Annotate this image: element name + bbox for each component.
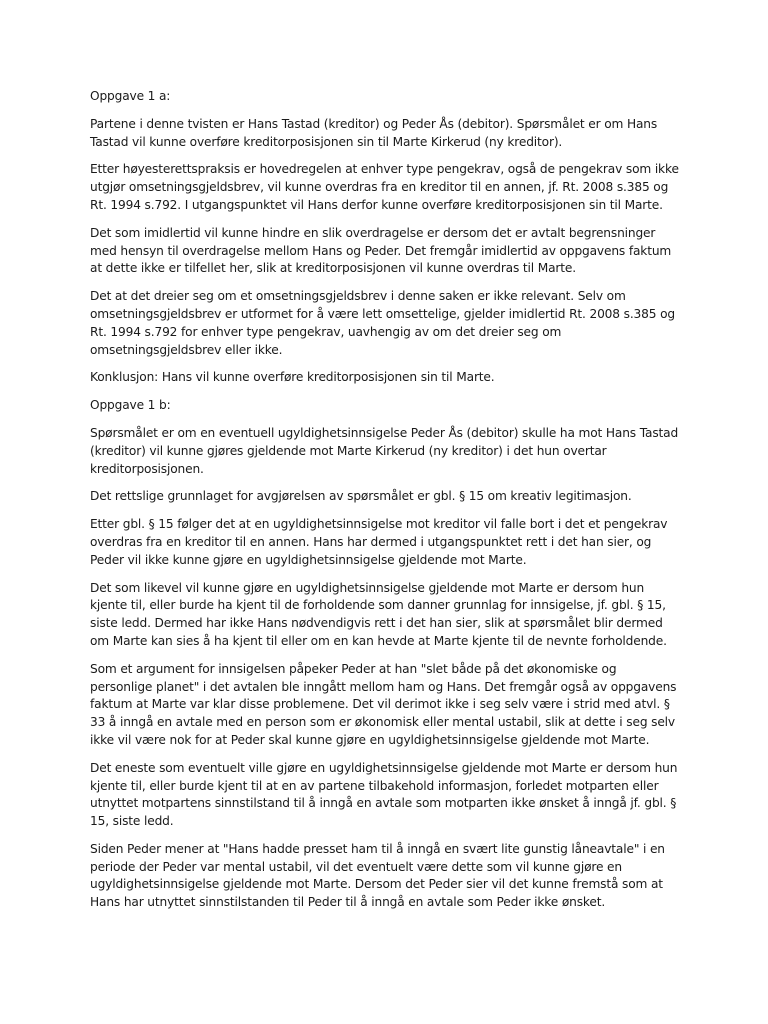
conclusion-paragraph: Konklusjon: Hans vil kunne overføre kreditorposisjonen sin til Marte.: [90, 370, 495, 385]
paragraph: Det rettslige grunnlaget for avgjørelsen av spørsmålet er gbl. § 15 om kreativ legitimasjon.: [90, 489, 632, 504]
paragraph: Det som likevel vil kunne gjøre en ugyldighetsinnsigelse gjeldende mot Marte er dersom hun kjente til, eller burde ha kjent til de forholdende som danner grunnlag for innsigelse, jf. gbl. § 15, siste ledd. Dermed har ikke Hans nødvendigvis rett i det han sier, slik at spørsmålet blir dermed om Marte kan sies å ha kjent til eller om en kan hevde at Marte kjente til de nevnte forholdende.: [90, 580, 667, 648]
paragraph: Som et argument for innsigelsen påpeker Peder at han "slet både på det økonomiske og personlige planet" i det avtalen ble inngått mellom ham og Hans. Det fremgår også av oppgavens faktum at Marte var klar disse problemene. Det vil derimot ikke i seg selv være i strid med atvl. § 33 å inngå en avtale med en person som er økonomisk eller mental ustabil, slik at dette i seg selv ikke vil være nok for at Peder skal kunne gjøre en ugyldighetsinnsigelse gjeldende mot Marte.: [90, 661, 677, 747]
paragraph: Etter gbl. § 15 følger det at en ugyldighetsinnsigelse mot kreditor vil falle bort i det et pengekrav overdras fra en kreditor til en annen. Hans har dermed i utgangspunktet rett i det han sier, og Peder vil ikke kunne gjøre en ugyldighetsinnsigelse gjeldende mot Marte.: [90, 517, 668, 567]
paragraph: Det som imidlertid vil kunne hindre en slik overdragelse er dersom det er avtalt begrensninger med hensyn til overdragelse mellom Hans og Peder. Det fremgår imidlertid av oppgavens faktum at dette ikke er tilfellet her, slik at kreditorposisjonen vil kunne overdras til Marte.: [90, 225, 672, 276]
paragraph: Det at det dreier seg om et omsetningsgjeldsbrev i denne saken er ikke relevant. Selv om omsetningsgjeldsbrev er utformet for å være lett omsettelige, gjelder imidlertid Rt. 2008 s.385 og Rt. 1994 s.792 for enhver type pengekrav, uavhengig av om det dreier seg om omsetningsgjeldsbrev eller ikke.: [90, 289, 675, 357]
paragraph: Etter høyesterettspraksis er hovedregelen at enhver type pengekrav, også de pengekrav som ikke utgjør omsetningsgjeldsbrev, vil kunne overdras fra en kreditor til en annen, jf. Rt. 2008 s.385 og Rt. 1994 s.792. I utgangspunktet vil Hans derfor kunne overføre kreditorposisjonen sin til Marte.: [90, 162, 679, 212]
paragraph: Partene i denne tvisten er Hans Tastad (kreditor) og Peder Ås (debitor). Spørsmålet er om Hans Tastad vil kunne overføre kreditorposisjonen sin til Marte Kirkerud (ny kreditor).: [90, 116, 658, 149]
heading-oppgave-1a: Oppgave 1 a:: [90, 89, 171, 103]
paragraph: Det eneste som eventuelt ville gjøre en ugyldighetsinnsigelse gjeldende mot Marte er dersom hun kjente til, eller burde kjent til at en av partene tilbakehold informasjon, forledet motparten eller utnyttet motpartens sinnstilstand til å inngå en avtale som motparten ikke ønsket å inngå jf. gbl. § 15, siste ledd.: [90, 760, 678, 829]
document-body: [90, 88, 682, 922]
heading-oppgave-1b: Oppgave 1 b:: [90, 398, 171, 413]
paragraph: Spørsmålet er om en eventuell ugyldighetsinnsigelse Peder Ås (debitor) skulle ha mot Hans Tastad (kreditor) vil kunne gjøres gjeldende mot Marte Kirkerud (ny kreditor) i det hun overtar kreditorposisjonen.: [90, 425, 679, 476]
paragraph: Siden Peder mener at "Hans hadde presset ham til å inngå en svært lite gunstig låneavtale" i en periode der Peder var mental ustabil, vil det eventuelt være dette som vil kunne gjøre en ugyldighetsinnsigelse gjeldende mot Marte. Dersom det Peder sier vil det kunne fremstå som at Hans har utnyttet sinnstilstanden til Peder til å inngå en avtale som Peder ikke ønsket.: [90, 841, 665, 910]
